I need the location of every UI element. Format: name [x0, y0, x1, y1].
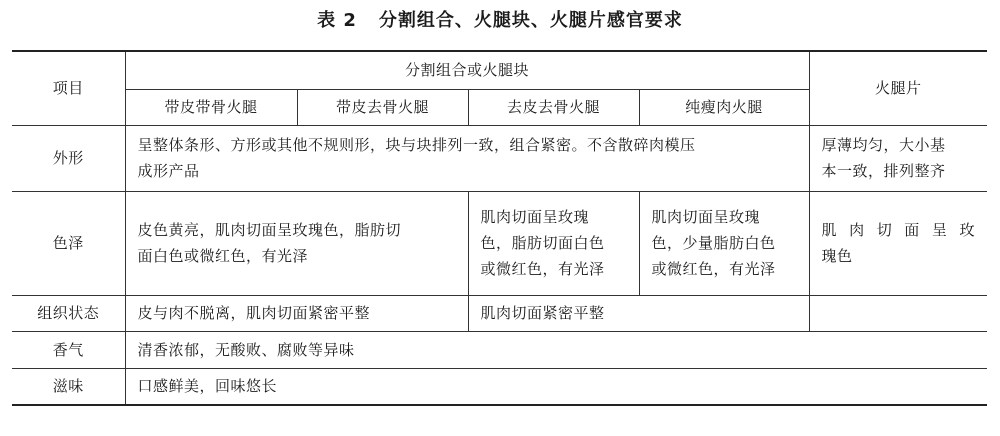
row-label: 组织状态	[12, 295, 125, 331]
header-subcol: 去皮去骨火腿	[468, 89, 639, 125]
text-line: 呈整体条形、方形或其他不规则形，块与块排列一致，组合紧密。不含散碎肉模压	[137, 136, 696, 154]
header-subcol: 纯瘦肉火腿	[639, 89, 809, 125]
row-label: 滋味	[12, 368, 125, 405]
text-line: 肌肉切面呈玫瑰	[651, 208, 761, 226]
table-row	[12, 295, 987, 331]
text-line: 厚薄均匀，大小基	[821, 136, 946, 154]
table-row	[12, 191, 987, 295]
table-title: 分割组合、火腿块、火腿片感官要求	[378, 10, 683, 31]
text-line: 面白色或微红色，有光泽	[137, 247, 309, 265]
table-row	[12, 125, 987, 191]
appearance-text	[125, 125, 809, 191]
text-line: 瑰色	[821, 247, 853, 265]
table-number: 表 2	[317, 10, 357, 31]
table-row	[12, 331, 987, 368]
row-label: 香气	[12, 331, 125, 368]
table-row	[12, 368, 987, 405]
text-line: 或微红色，有光泽	[480, 260, 605, 278]
aroma-value: 清香浓郁，无酸败、腐败等异味	[125, 331, 987, 368]
text-line: 色，脂肪切面白色	[480, 234, 605, 252]
text-line: 肌肉切面呈玫	[821, 221, 976, 239]
header-subcol: 带皮去骨火腿	[297, 89, 468, 125]
color-lean	[639, 191, 809, 295]
texture-slice	[809, 295, 987, 331]
row-label: 外形	[12, 125, 125, 191]
text-line: 肌肉切面呈玫瑰	[480, 208, 590, 226]
header-subcol: 带皮带骨火腿	[125, 89, 297, 125]
color-skinless	[468, 191, 639, 295]
taste-value: 口感鲜美，回味悠长	[125, 368, 987, 405]
text-line: 色，少量脂肪白色	[651, 234, 776, 252]
texture-skin-on: 皮与肉不脱离，肌肉切面紧密平整	[125, 295, 468, 331]
appearance-slice	[809, 125, 987, 191]
header-slice: 火腿片	[809, 51, 987, 125]
color-slice	[809, 191, 987, 295]
header-item: 项目	[12, 51, 125, 125]
table-caption	[0, 6, 1000, 32]
text-line: 皮色黄亮，肌肉切面呈玫瑰色，脂肪切	[137, 221, 402, 239]
text-line: 成形产品	[137, 162, 200, 180]
texture-skinless: 肌肉切面紧密平整	[468, 295, 809, 331]
header-group: 分割组合或火腿块	[125, 51, 809, 89]
header-row-1	[12, 51, 987, 89]
color-skin-on	[125, 191, 468, 295]
sensory-requirements-table	[12, 50, 987, 406]
text-line: 本一致，排列整齐	[821, 162, 946, 180]
row-label: 色泽	[12, 191, 125, 295]
text-line: 或微红色，有光泽	[651, 260, 776, 278]
